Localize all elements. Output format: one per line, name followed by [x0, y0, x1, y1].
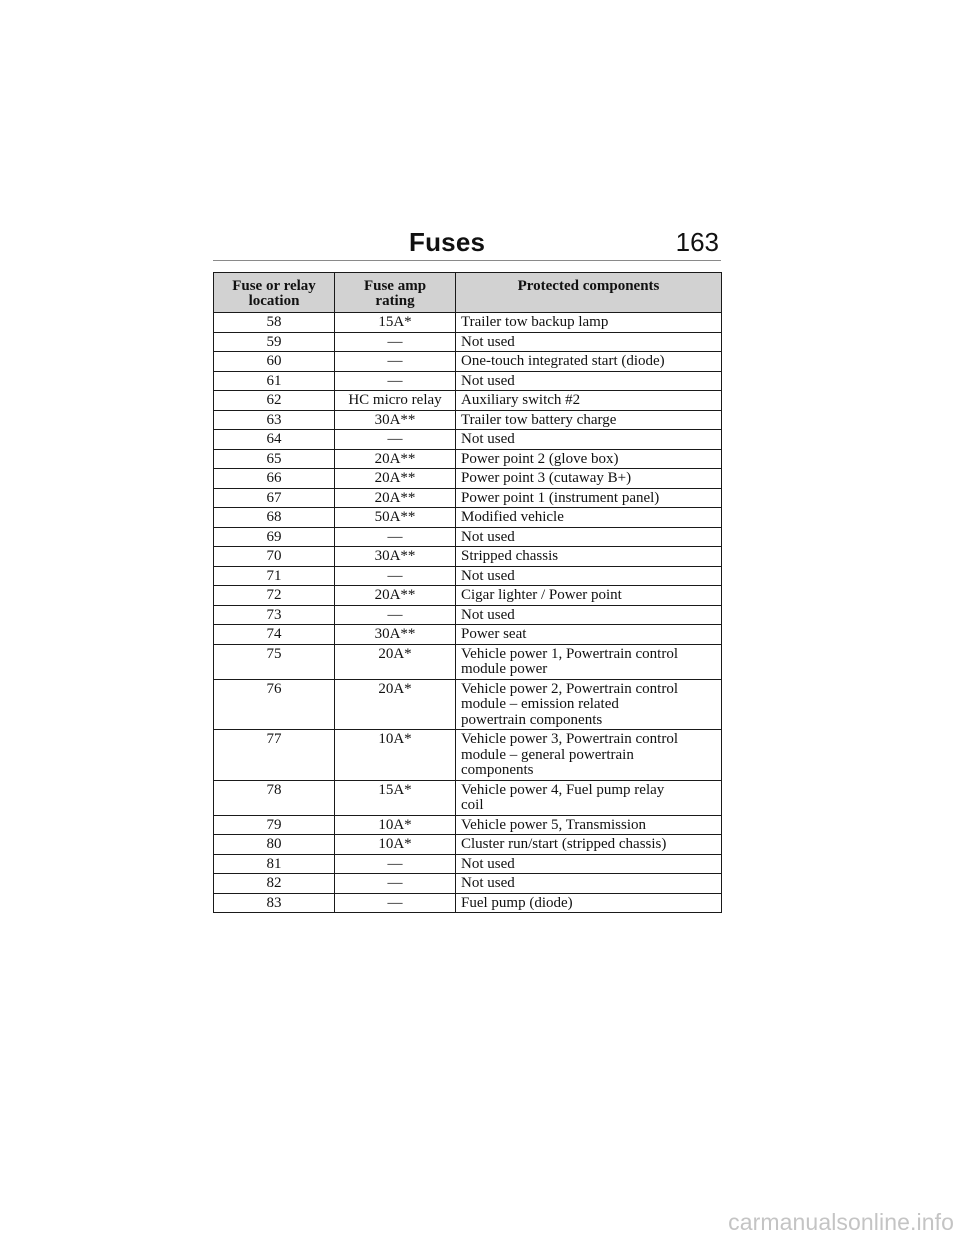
cell-component: Vehicle power 5, Transmission	[456, 815, 722, 835]
cell-rating: 10A*	[335, 815, 456, 835]
cell-rating: 30A**	[335, 547, 456, 567]
watermark: carmanualsonline.info	[728, 1209, 954, 1235]
cell-rating: —	[335, 430, 456, 450]
cell-location: 65	[214, 449, 335, 469]
table-row	[214, 644, 722, 679]
table-row	[214, 527, 722, 547]
cell-rating: —	[335, 566, 456, 586]
table-row	[214, 469, 722, 489]
table-body	[214, 313, 722, 913]
table-row	[214, 566, 722, 586]
table-row	[214, 679, 722, 730]
cell-component: Not used	[456, 527, 722, 547]
cell-component: Modified vehicle	[456, 508, 722, 528]
cell-rating: —	[335, 352, 456, 372]
table-row	[214, 854, 722, 874]
cell-component: Power point 3 (cutaway B+)	[456, 469, 722, 489]
cell-component: Vehicle power 1, Powertrain control module power	[456, 644, 722, 679]
cell-rating: 50A**	[335, 508, 456, 528]
cell-location: 76	[214, 679, 335, 730]
cell-component: Vehicle power 4, Fuel pump relay coil	[456, 780, 722, 815]
cell-location: 77	[214, 730, 335, 781]
cell-rating: 30A**	[335, 410, 456, 430]
table-row	[214, 893, 722, 913]
cell-component: Not used	[456, 332, 722, 352]
table-header-row	[214, 273, 722, 313]
table-row	[214, 449, 722, 469]
cell-location: 64	[214, 430, 335, 450]
column-header-rating: Fuse amp rating	[335, 273, 456, 313]
table-row	[214, 780, 722, 815]
cell-component: Vehicle power 3, Powertrain control module – general powertrain components	[456, 730, 722, 781]
cell-rating: —	[335, 893, 456, 913]
cell-location: 66	[214, 469, 335, 489]
column-header-location: Fuse or relay location	[214, 273, 335, 313]
cell-location: 81	[214, 854, 335, 874]
cell-rating: —	[335, 605, 456, 625]
cell-component: Power point 1 (instrument panel)	[456, 488, 722, 508]
table-row	[214, 547, 722, 567]
cell-component: Vehicle power 2, Powertrain control module – emission related powertrain components	[456, 679, 722, 730]
cell-location: 69	[214, 527, 335, 547]
table-row	[214, 625, 722, 645]
cell-rating: 30A**	[335, 625, 456, 645]
cell-location: 74	[214, 625, 335, 645]
cell-component: Not used	[456, 430, 722, 450]
cell-rating: —	[335, 854, 456, 874]
cell-rating: HC micro relay	[335, 391, 456, 411]
cell-rating: 15A*	[335, 313, 456, 333]
cell-rating: 10A*	[335, 835, 456, 855]
page-header	[213, 226, 721, 261]
cell-location: 63	[214, 410, 335, 430]
cell-rating: 20A**	[335, 469, 456, 489]
table-row	[214, 430, 722, 450]
table-row	[214, 730, 722, 781]
cell-rating: —	[335, 332, 456, 352]
cell-component: Cluster run/start (stripped chassis)	[456, 835, 722, 855]
cell-component: Fuel pump (diode)	[456, 893, 722, 913]
table-row	[214, 874, 722, 894]
table-row	[214, 332, 722, 352]
cell-rating: 10A*	[335, 730, 456, 781]
cell-component: One-touch integrated start (diode)	[456, 352, 722, 372]
cell-location: 61	[214, 371, 335, 391]
cell-rating: —	[335, 371, 456, 391]
cell-location: 59	[214, 332, 335, 352]
cell-component: Auxiliary switch #2	[456, 391, 722, 411]
table-row	[214, 835, 722, 855]
section-title: Fuses	[409, 227, 486, 257]
cell-rating: —	[335, 874, 456, 894]
column-header-components: Protected components	[456, 273, 722, 313]
cell-component: Trailer tow backup lamp	[456, 313, 722, 333]
page-number: 163	[675, 227, 719, 257]
cell-component: Power point 2 (glove box)	[456, 449, 722, 469]
cell-location: 83	[214, 893, 335, 913]
cell-location: 75	[214, 644, 335, 679]
cell-location: 79	[214, 815, 335, 835]
cell-location: 78	[214, 780, 335, 815]
table-row	[214, 391, 722, 411]
cell-rating: 20A**	[335, 488, 456, 508]
cell-location: 70	[214, 547, 335, 567]
table-row	[214, 488, 722, 508]
cell-location: 62	[214, 391, 335, 411]
table-row	[214, 586, 722, 606]
cell-location: 58	[214, 313, 335, 333]
cell-location: 60	[214, 352, 335, 372]
table-row	[214, 410, 722, 430]
table-row	[214, 352, 722, 372]
table-row	[214, 313, 722, 333]
cell-component: Not used	[456, 566, 722, 586]
cell-rating: 20A**	[335, 449, 456, 469]
cell-location: 82	[214, 874, 335, 894]
table-row	[214, 605, 722, 625]
cell-location: 80	[214, 835, 335, 855]
cell-rating: 20A*	[335, 679, 456, 730]
table-row	[214, 508, 722, 528]
cell-location: 67	[214, 488, 335, 508]
cell-location: 68	[214, 508, 335, 528]
cell-location: 71	[214, 566, 335, 586]
table-row	[214, 815, 722, 835]
cell-component: Power seat	[456, 625, 722, 645]
cell-location: 72	[214, 586, 335, 606]
cell-component: Not used	[456, 854, 722, 874]
cell-rating: 20A**	[335, 586, 456, 606]
cell-rating: —	[335, 527, 456, 547]
cell-location: 73	[214, 605, 335, 625]
cell-rating: 20A*	[335, 644, 456, 679]
cell-component: Trailer tow battery charge	[456, 410, 722, 430]
fuse-table	[213, 272, 722, 913]
cell-rating: 15A*	[335, 780, 456, 815]
table-row	[214, 371, 722, 391]
cell-component: Not used	[456, 874, 722, 894]
cell-component: Not used	[456, 371, 722, 391]
cell-component: Cigar lighter / Power point	[456, 586, 722, 606]
cell-component: Not used	[456, 605, 722, 625]
cell-component: Stripped chassis	[456, 547, 722, 567]
